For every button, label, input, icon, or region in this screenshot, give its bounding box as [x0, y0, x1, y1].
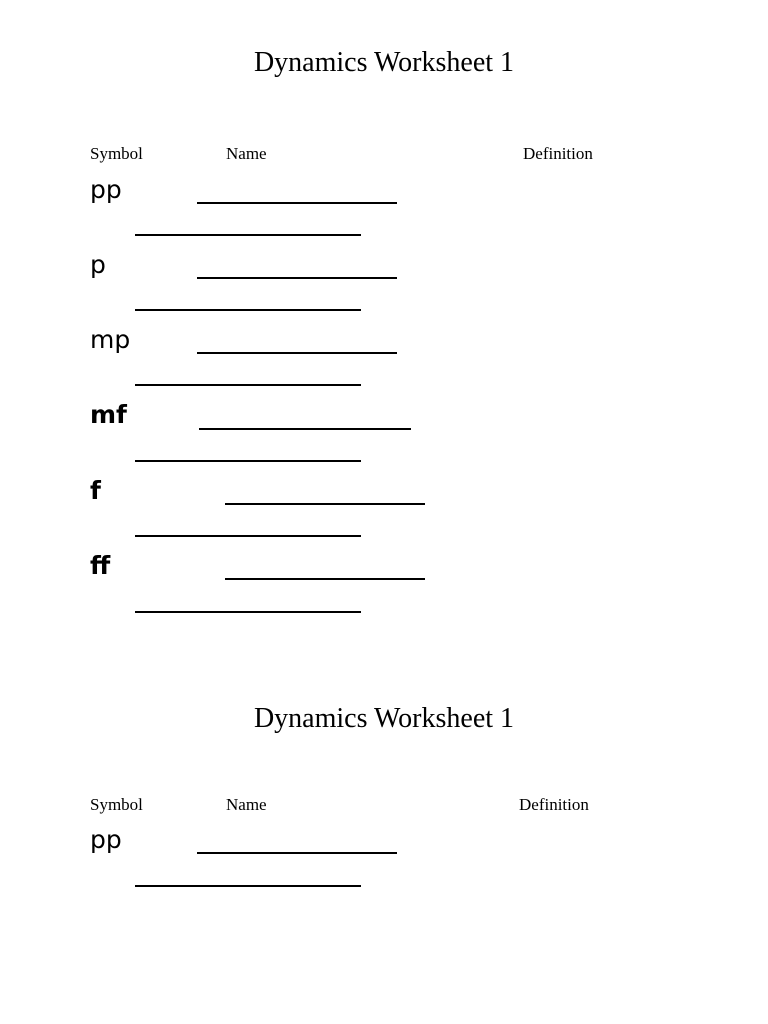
dynamic-symbol: mf [90, 400, 127, 429]
name-blank-line[interactable] [197, 852, 397, 854]
header-symbol: Symbol [90, 144, 143, 163]
dynamic-symbol: pp [90, 175, 122, 204]
name-blank-line[interactable] [199, 428, 411, 430]
name-blank-line[interactable] [197, 277, 397, 279]
definition-blank-line[interactable] [135, 384, 361, 386]
dynamic-symbol: p [90, 250, 106, 279]
name-blank-line[interactable] [197, 352, 397, 354]
header-definition: Definition [523, 144, 593, 163]
definition-blank-line[interactable] [135, 460, 361, 462]
header-name: Name [226, 144, 267, 163]
definition-blank-line[interactable] [135, 309, 361, 311]
dynamic-symbol: pp [90, 825, 122, 854]
header-name: Name [226, 795, 267, 814]
definition-blank-line[interactable] [135, 611, 361, 613]
name-blank-line[interactable] [225, 578, 425, 580]
dynamic-symbol: ff [90, 551, 111, 580]
definition-blank-line[interactable] [135, 234, 361, 236]
definition-blank-line[interactable] [135, 885, 361, 887]
name-blank-line[interactable] [197, 202, 397, 204]
name-blank-line[interactable] [225, 503, 425, 505]
worksheet-title: Dynamics Worksheet 1 [253, 47, 515, 78]
header-symbol: Symbol [90, 795, 143, 814]
definition-blank-line[interactable] [135, 535, 361, 537]
dynamic-symbol: f [90, 476, 101, 505]
worksheet-title: Dynamics Worksheet 1 [253, 703, 515, 734]
header-definition: Definition [519, 795, 589, 814]
dynamic-symbol: mp [90, 325, 131, 354]
